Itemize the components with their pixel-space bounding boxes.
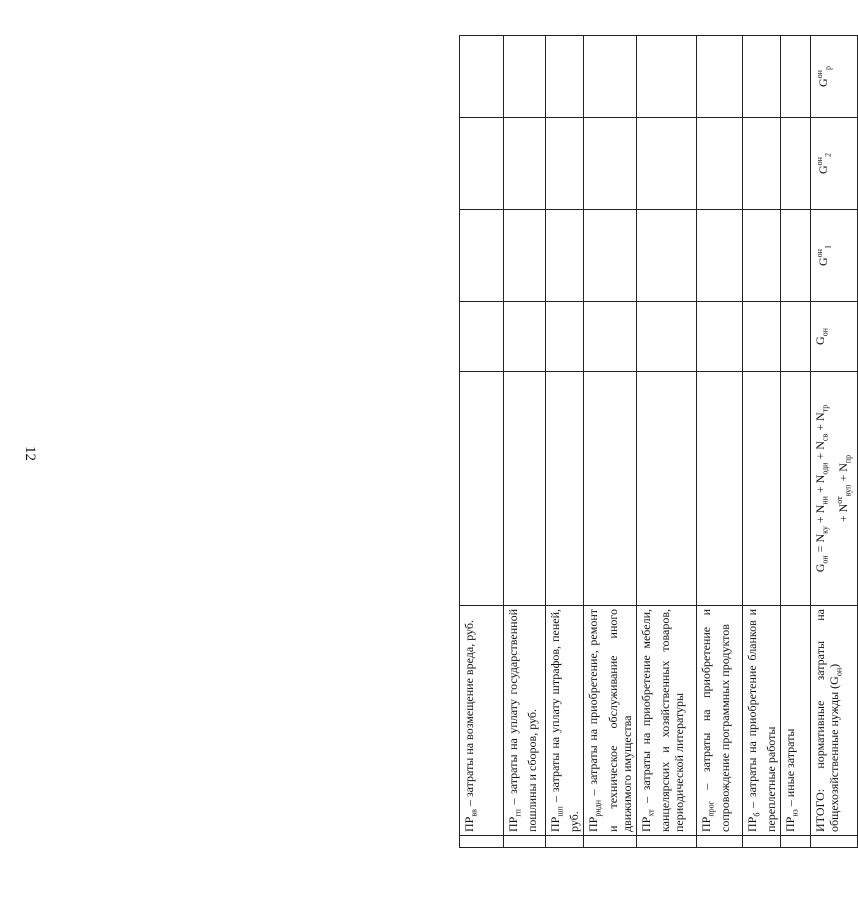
row-description: $ПР_б$ – затраты на приобретение бланков и переплетные работы <box>742 606 780 836</box>
empty-cell <box>696 836 742 848</box>
empty-cell <box>584 118 636 210</box>
empty-cell <box>460 210 504 302</box>
total-description: ИТОГО: нормативные затраты на общехозяйственные нужды $(G_{он})$ <box>811 606 858 836</box>
row-description: $ПР_{нз}$ – иные затраты <box>781 606 811 836</box>
empty-cell <box>696 210 742 302</box>
row-description: $ПР_{вв}$ – затраты на возмещение вреда, руб. <box>460 606 504 836</box>
empty-cell <box>504 836 546 848</box>
row-description: $ПР_{шп}$ – затраты на уплату штрафов, пеней, руб. <box>546 606 584 836</box>
empty-cell <box>696 372 742 606</box>
row-description: $ПР_{хт}$ – затраты на приобретение мебели, канцелярских и хозяйственных товаров, периодической литературы <box>636 606 696 836</box>
empty-cell <box>742 210 780 302</box>
empty-cell <box>546 372 584 606</box>
empty-cell <box>584 372 636 606</box>
empty-cell <box>696 36 742 118</box>
empty-cell <box>460 36 504 118</box>
empty-cell <box>636 210 696 302</box>
table-row <box>504 36 546 848</box>
col-gp-on: $G^{он}_р$ <box>811 36 858 118</box>
empty-cell <box>504 118 546 210</box>
empty-cell <box>636 302 696 372</box>
col-g1-on: $G^{он}_1$ <box>811 210 858 302</box>
empty-cell <box>636 118 696 210</box>
empty-cell <box>546 836 584 848</box>
empty-cell <box>546 210 584 302</box>
empty-cell <box>584 36 636 118</box>
empty-cell <box>504 36 546 118</box>
empty-cell <box>460 118 504 210</box>
table-wrapper <box>459 36 857 848</box>
empty-cell <box>636 372 696 606</box>
empty-cell <box>636 836 696 848</box>
empty-cell <box>546 36 584 118</box>
row-description: $ПР_{гп}$ – затраты на уплату государственной пошлины и сборов, руб. <box>504 606 546 836</box>
page-number: 12 <box>22 446 38 461</box>
empty-cell <box>460 372 504 606</box>
table-row <box>781 36 811 848</box>
empty-cell <box>696 118 742 210</box>
empty-cell <box>504 372 546 606</box>
empty-cell <box>696 302 742 372</box>
table-row <box>636 36 696 848</box>
col-g-on: $G_{он}$ <box>811 302 858 372</box>
total-formula: $G_{он} = N_{ку} + N_{ни} + N_{оди} + N_{св} + N_{тр}$ + $N^{от}_{вуп} + N_{пр}$ <box>811 372 858 606</box>
empty-cell <box>546 302 584 372</box>
col-g2-on: $G^{он}_2$ <box>811 118 858 210</box>
empty-cell <box>811 836 858 848</box>
empty-cell <box>742 836 780 848</box>
empty-cell <box>742 372 780 606</box>
row-description: $ПР_{прог}$ – затраты на приобретение и сопровождение программных продуктов <box>696 606 742 836</box>
table-row <box>742 36 780 848</box>
empty-cell <box>742 36 780 118</box>
empty-cell <box>584 836 636 848</box>
empty-cell <box>781 836 811 848</box>
total-row <box>811 36 858 848</box>
empty-cell <box>504 210 546 302</box>
empty-cell <box>781 210 811 302</box>
empty-cell <box>460 302 504 372</box>
table-row <box>696 36 742 848</box>
empty-cell <box>636 36 696 118</box>
table-row <box>584 36 636 848</box>
empty-cell <box>460 836 504 848</box>
empty-cell <box>504 302 546 372</box>
cost-table <box>459 35 858 848</box>
empty-cell <box>742 118 780 210</box>
empty-cell <box>742 302 780 372</box>
empty-cell <box>781 118 811 210</box>
empty-cell <box>546 118 584 210</box>
empty-cell <box>781 372 811 606</box>
empty-cell <box>781 36 811 118</box>
row-description: $ПР_{рндн}$ – затраты на приобретение, ремонт и техническое обслуживание иного движимого имущества <box>584 606 636 836</box>
table-row <box>460 36 504 848</box>
empty-cell <box>584 210 636 302</box>
empty-cell <box>584 302 636 372</box>
empty-cell <box>781 302 811 372</box>
table-row <box>546 36 584 848</box>
